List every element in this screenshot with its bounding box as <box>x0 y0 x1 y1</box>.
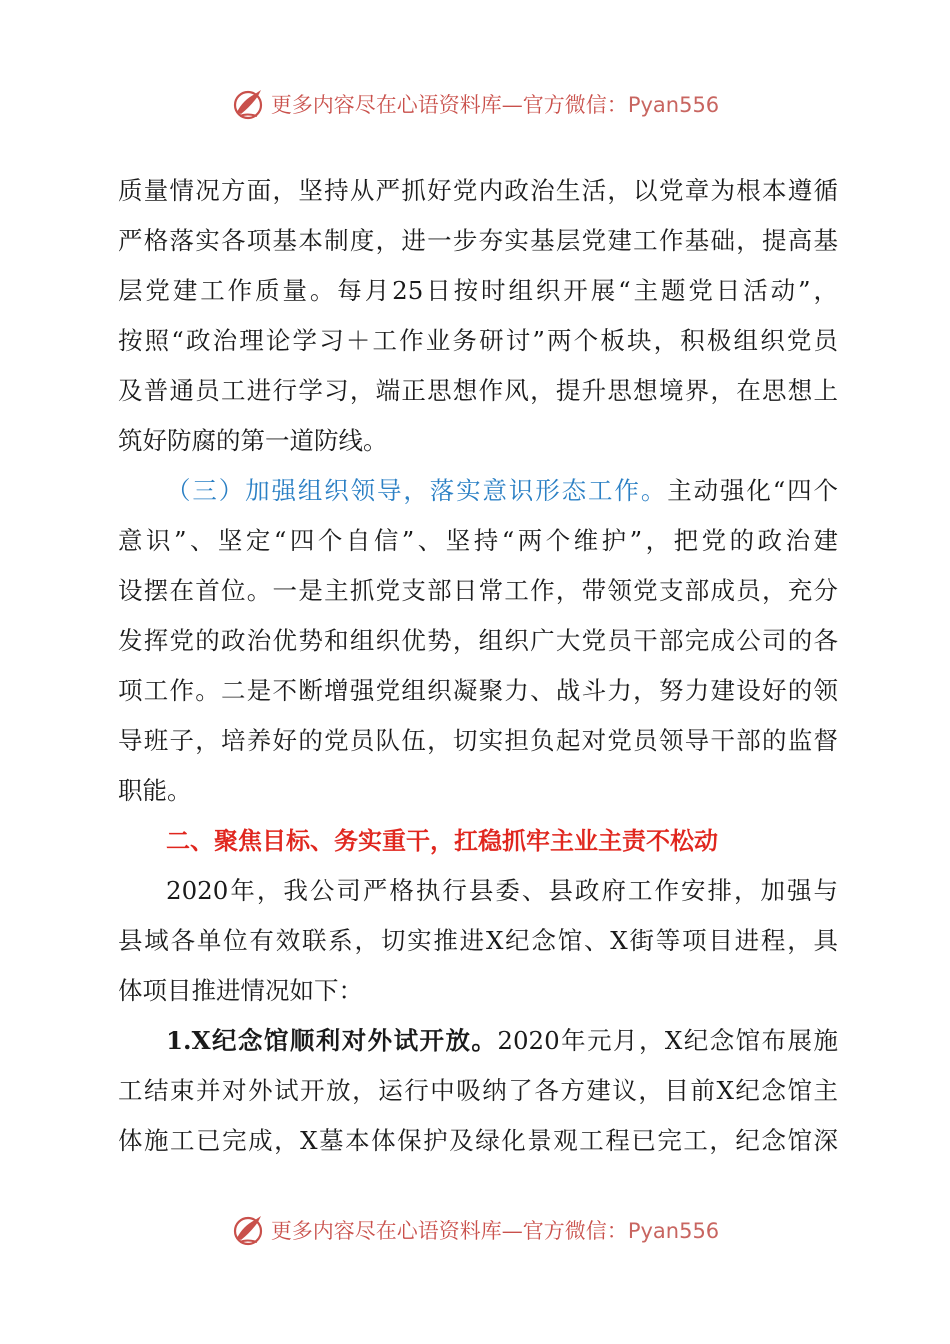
paragraph-line: 按照“政治理论学习＋工作业务研讨”两个板块，积极组织党员 <box>118 326 838 355</box>
paragraph-line: 项工作。二是不断增强党组织凝聚力、战斗力，努力建设好的领 <box>118 676 838 705</box>
paragraph-line: 意识”、坚定“四个自信”、坚持“两个维护”，把党的政治建 <box>118 526 838 555</box>
document-body <box>118 166 838 1166</box>
paragraph-line: 质量情况方面，坚持从严抓好党内政治生活，以党章为根本遵循 <box>118 176 838 205</box>
header-banner-inner <box>231 86 719 122</box>
paragraph-project-overview <box>118 866 838 1016</box>
paragraph-line: 筑好防腐的第一道防线。 <box>118 426 388 455</box>
paragraph-line: 县域各单位有效联系，切实推进X纪念馆、X街等项目进程，具 <box>118 926 838 955</box>
paragraph-first-line: 2020年，我公司严格执行县委、县政府工作安排，加强与 <box>166 876 838 905</box>
paragraph-line: 体项目推进情况如下： <box>118 976 363 1005</box>
banner-wechat-id: Pyan556 <box>627 93 720 117</box>
paragraph-first-line <box>118 466 838 516</box>
paragraph-line: 工结束并对外试开放，运行中吸纳了各方建议，目前X纪念馆主 <box>118 1076 838 1105</box>
paragraph-party-life <box>118 166 838 466</box>
section-heading: 二、聚焦目标、务实重干，扛稳抓牢主业主责不松动 <box>166 827 718 855</box>
paragraph-line: 严格落实各项基本制度，进一步夯实基层党建工作基础，提高基 <box>118 226 838 255</box>
footer-banner-text <box>271 1215 719 1245</box>
paragraph-line: 职能。 <box>118 776 192 805</box>
paragraph-line: 层党建工作质量。每月25日按时组织开展“主题党日活动”， <box>118 276 838 305</box>
banner-text: 更多内容尽在心语资料库—官方微信： <box>270 1219 628 1243</box>
paragraph-line: 及普通员工进行学习，端正思想作风，提升思想境界，在思想上 <box>118 376 838 405</box>
footer-banner-inner <box>231 1212 719 1248</box>
pen-circle-logo-icon <box>231 86 267 122</box>
paragraph-text: 主动强化“四个 <box>667 476 839 505</box>
paragraph-line: 导班子，培养好的党员队伍，切实担负起对党员领导干部的监督 <box>118 726 838 755</box>
banner-text: 更多内容尽在心语资料库—官方微信： <box>270 93 628 117</box>
subsection-heading: （三）加强组织领导，落实意识形态工作。 <box>166 476 668 505</box>
footer-banner <box>0 1210 950 1250</box>
header-banner-text <box>271 89 719 119</box>
paragraph-memorial-opening <box>118 1016 838 1166</box>
header-banner <box>0 84 950 124</box>
paragraph-line: 发挥党的政治优势和组织优势，组织广大党员干部完成公司的各 <box>118 626 838 655</box>
pen-circle-logo-icon <box>231 1212 267 1248</box>
banner-wechat-id: Pyan556 <box>627 1219 720 1243</box>
paragraph-text: 2020年元月，X纪念馆布展施 <box>497 1026 838 1055</box>
paragraph-line: 体施工已完成，X墓本体保护及绿化景观工程已完工，纪念馆深 <box>118 1126 838 1155</box>
paragraph-first-line <box>118 1016 838 1066</box>
paragraph-line: 设摆在首位。一是主抓党支部日常工作，带领党支部成员，充分 <box>118 576 838 605</box>
paragraph-organization-leadership <box>118 466 838 816</box>
item-heading: 1.X纪念馆顺利对外试开放。 <box>166 1026 498 1055</box>
